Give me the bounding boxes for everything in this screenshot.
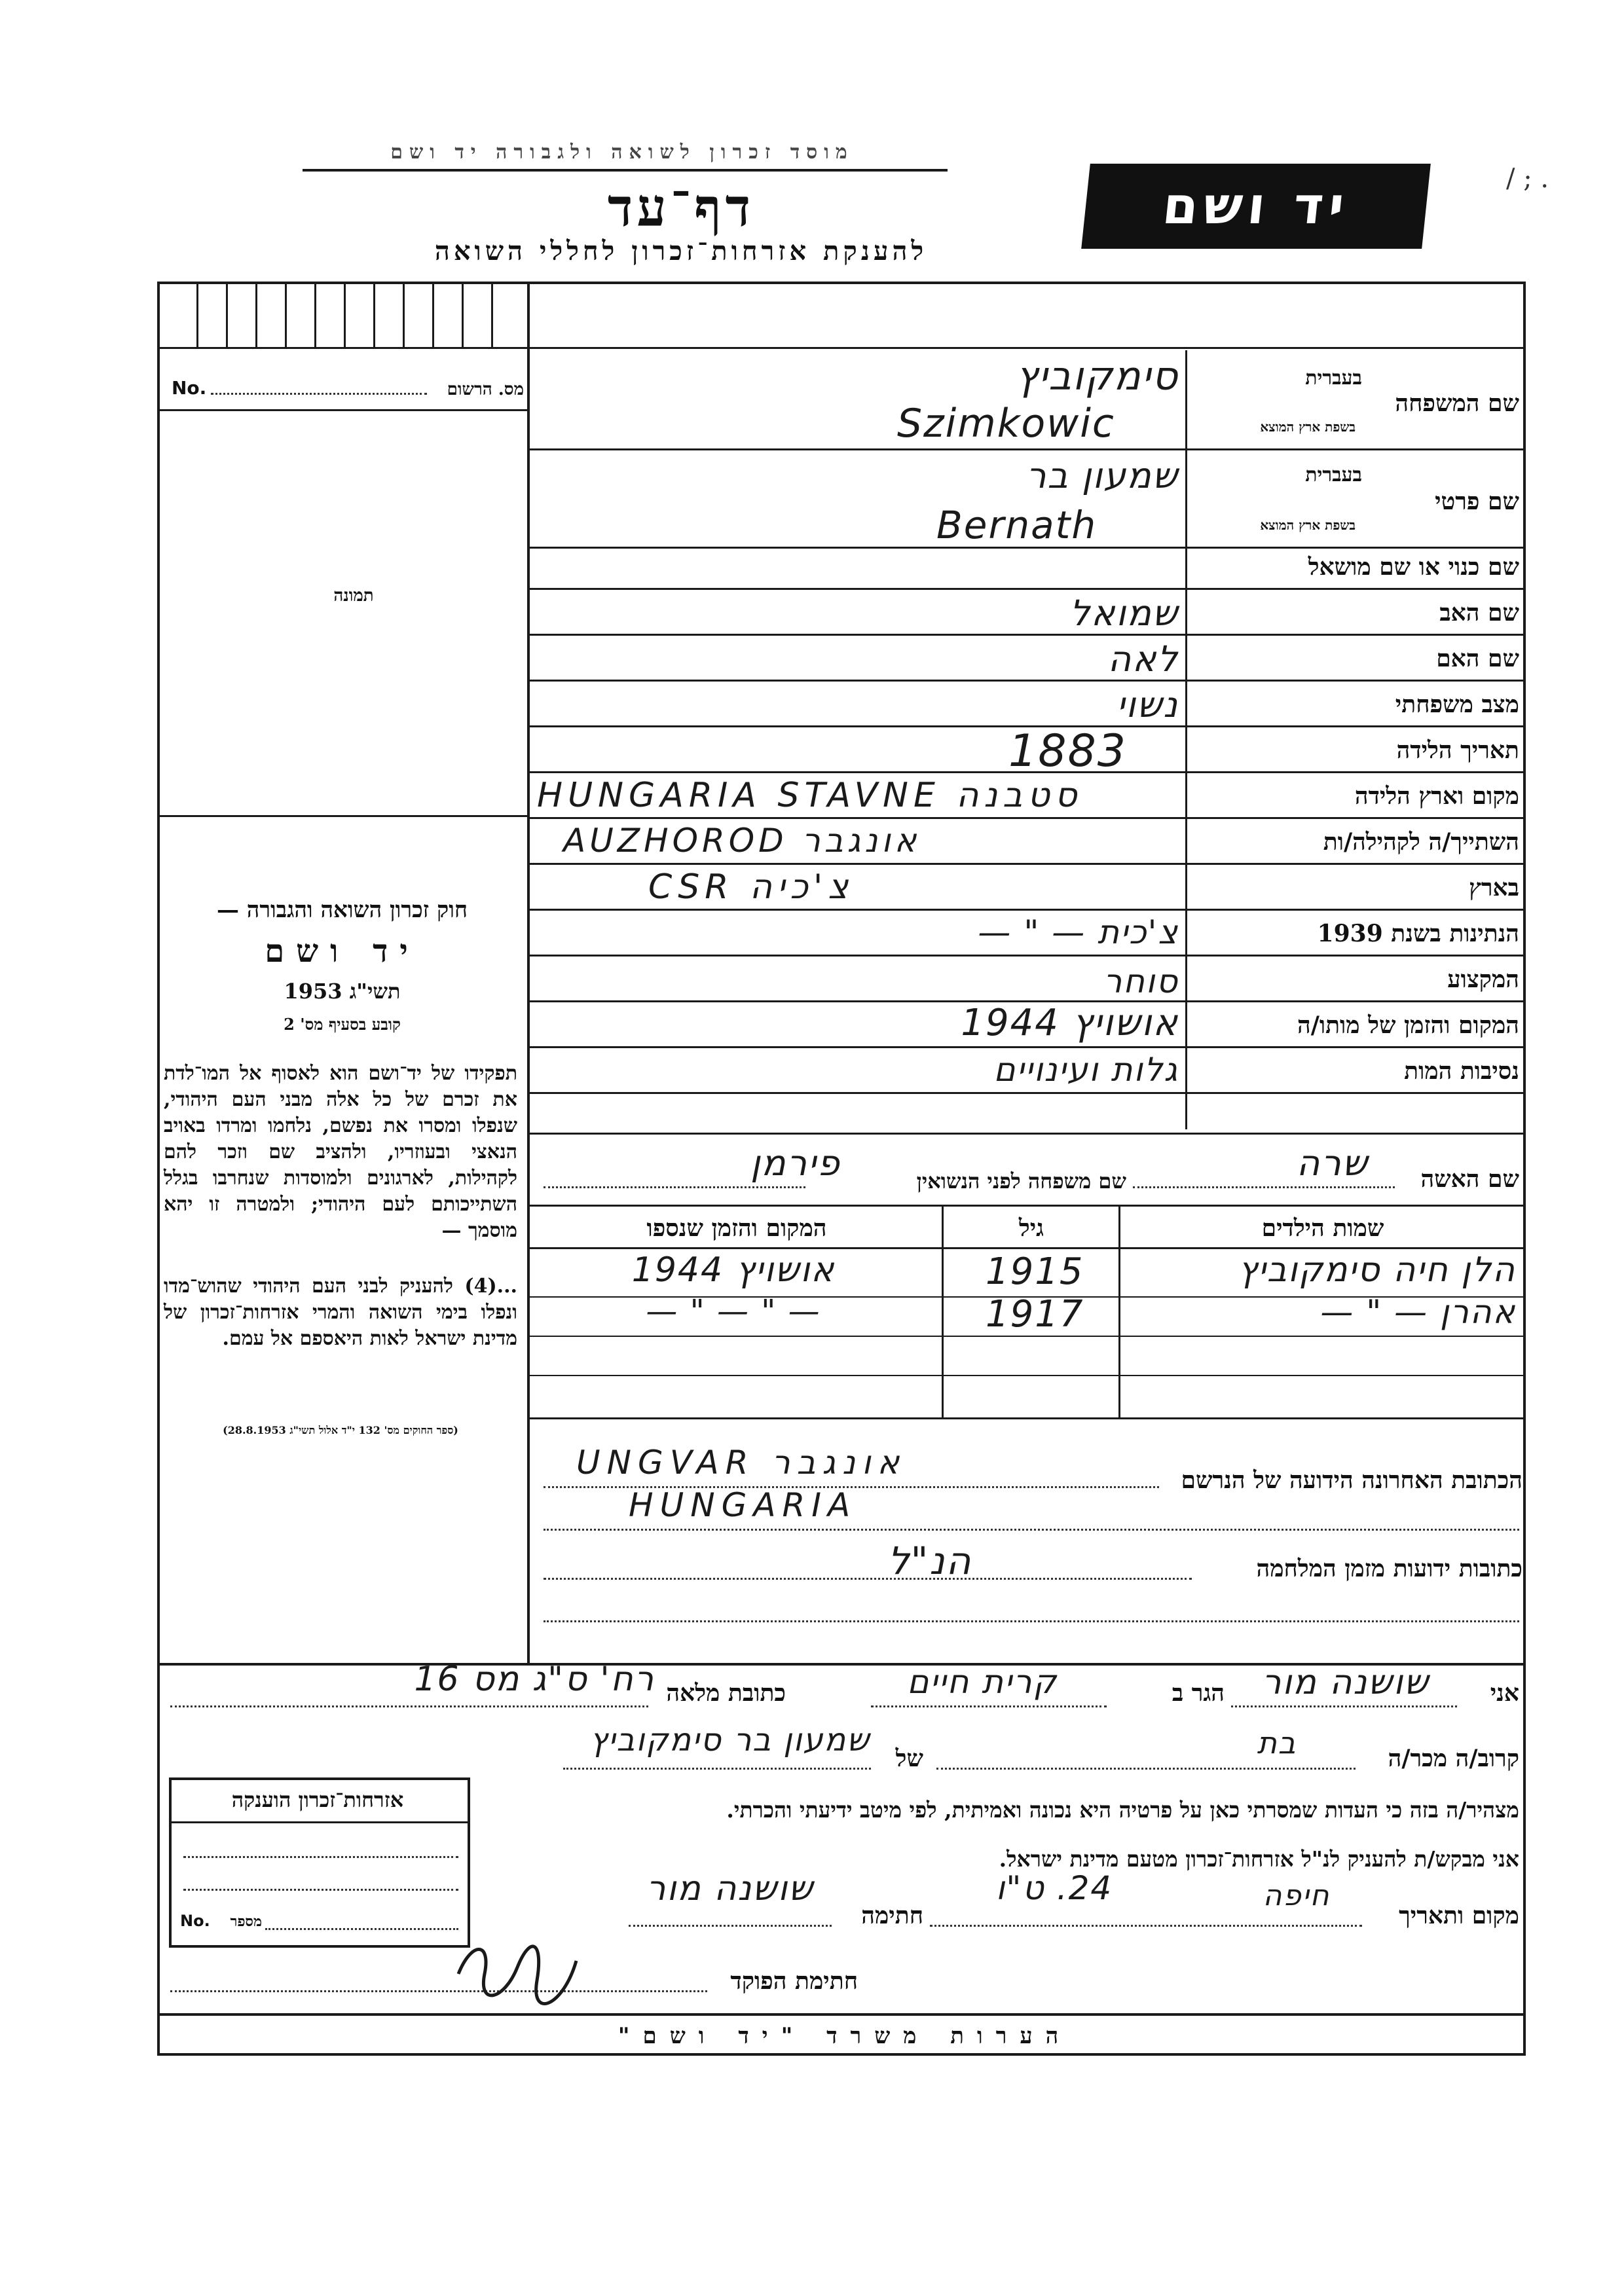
declaration-text: מצהיר/ה בזה כי העדות שמסרתי כאן על פרטיה היא נכונה ואמיתית, לפי מיטב ידיעתי והכרתי.	[726, 1797, 1519, 1823]
date-value[interactable]: 24. ט"ו	[995, 1869, 1113, 1907]
corner-mark: / ; .	[1506, 164, 1549, 194]
death-value[interactable]: אושויץ 1944	[961, 1002, 1179, 1044]
country-label: בארץ	[1469, 874, 1519, 902]
child-1-name[interactable]: הלן חיה סימקוביץ	[1238, 1250, 1516, 1290]
of-label: של	[895, 1745, 923, 1772]
banner-underline	[303, 169, 948, 172]
wife-maiden-label: שם משפחה לפני הנשואין	[916, 1169, 1126, 1194]
child-1-age[interactable]: 1915	[986, 1250, 1084, 1293]
law-text-1: תפקידו של יד־ושם הוא לאסוף אל המו־לדת את זכרם של כל אלה מבני העם היהודי, שנפלו ומסרו את נפשם, נלחמו ומרדו באויב הנאצי ובעוזריו, ולהציב שם וזכר להם לקהילות, לארגונים ולמוסדות שנחרבו בגלל השתייכותם לעם היהודי; ולמטרה זו יהא מוסמך —	[164, 1062, 517, 1242]
father-label: שם האב	[1439, 599, 1519, 627]
grant-box-number-label: מספר	[230, 1913, 262, 1930]
surname-local-tag: בשפת ארץ המוצא	[1260, 419, 1356, 435]
top-strip-line	[157, 347, 1526, 349]
last-address-label: הכתובת האחרונה הידועה של הנרשם	[1181, 1467, 1522, 1494]
law-reference: (ספר החוקים מס' 132 י"ד אלול תשי"ג 28.8.1953)	[223, 1424, 458, 1436]
place-date-label: מקום ותאריך	[1399, 1902, 1519, 1929]
declarant-i-label: אני	[1490, 1679, 1519, 1707]
signature-label: חתימה	[861, 1902, 923, 1929]
surname-hebrew-tag: בעברית	[1305, 367, 1362, 390]
law-year: תשי"ג 1953	[284, 979, 401, 1004]
law-section: קובע בסעיף מס' 2	[284, 1015, 401, 1034]
birthdate-value[interactable]: 1883	[1008, 725, 1128, 777]
birthplace-label: מקום וארץ הלידה	[1354, 782, 1519, 810]
left-column-divider	[527, 282, 530, 1663]
resides-label: הגר ב	[1172, 1679, 1225, 1707]
grant-box-title: אזרחות־זכרון הוענקה	[231, 1787, 404, 1812]
registration-no-prefix: No.	[172, 377, 207, 399]
birthplace-value[interactable]: HUNGARIA STAVNE סטבנה	[537, 776, 1082, 815]
photo-box[interactable]	[160, 412, 524, 812]
children-names-header: שמות הילדים	[1261, 1214, 1384, 1242]
grant-box-no-label: No.	[180, 1912, 210, 1930]
profession-label: המקצוע	[1447, 966, 1519, 993]
given-name-label: שם פרטי	[1435, 488, 1519, 515]
last-address-line-1[interactable]: UNGVAR אונגבר	[576, 1444, 906, 1482]
surname-hebrew-value[interactable]: סימקוביץ	[1016, 354, 1179, 399]
profession-value[interactable]: סוחר	[1103, 962, 1179, 1000]
given-hebrew-tag: בעברית	[1305, 464, 1362, 486]
children-age-header: גיל	[1018, 1214, 1044, 1242]
given-local-value[interactable]: Bernath	[936, 503, 1098, 547]
child-1-place[interactable]: אושויץ 1944	[631, 1250, 836, 1290]
surname-local-value[interactable]: Szimkowic	[897, 401, 1115, 446]
circumstances-value[interactable]: גלות ועינויים	[993, 1051, 1179, 1089]
country-value[interactable]: CSR צ'כיה	[648, 867, 854, 907]
child-2-age[interactable]: 1917	[986, 1293, 1084, 1336]
logo-text: יד ושם	[1160, 177, 1352, 236]
signature-value[interactable]: שושנה מור	[646, 1869, 814, 1908]
given-hebrew-value[interactable]: שמעון בר	[1025, 455, 1179, 496]
grant-number-field[interactable]	[265, 1928, 458, 1930]
surname-label: שם המשפחה	[1395, 390, 1519, 417]
children-place-header: המקום והזמן שנספו	[646, 1214, 827, 1242]
wife-maiden-value[interactable]: פירמן	[750, 1142, 841, 1184]
nickname-label: שם כנוי או שם מושאל	[1308, 553, 1519, 581]
last-address-line-2[interactable]: HUNGARIA	[629, 1486, 857, 1524]
marital-label: מצב משפחתי	[1395, 691, 1519, 718]
mother-value[interactable]: לאה	[1107, 638, 1179, 680]
request-text: אני מבקש/ת להעניק לנ"ל אזרחות־זכרון מטעם מדינת ישראל.	[999, 1846, 1519, 1872]
registration-no-field[interactable]	[211, 393, 427, 395]
marital-value[interactable]: נשוי	[1116, 684, 1179, 725]
citizenship-label: הנתינות בשנת 1939	[1317, 920, 1519, 947]
full-address-value[interactable]: רח' ס"ג מס 16	[414, 1660, 655, 1699]
page-title: דף־עד	[607, 177, 755, 238]
wartime-address-label: כתובות ידועות מזמן המלחמה	[1256, 1555, 1522, 1582]
registration-no-label: מס. הרשום	[447, 380, 524, 399]
official-signature-scribble	[445, 1935, 589, 2013]
wartime-address-value[interactable]: הנ"ל	[887, 1539, 972, 1583]
banner-top: מוסד זכרון לשואה ולגבורה יד ושם	[390, 141, 854, 164]
community-value[interactable]: AUZHOROD אונגבר	[563, 822, 921, 860]
wife-label: שם האשה	[1420, 1165, 1519, 1193]
death-label: המקום והזמן של מותו/ה	[1297, 1011, 1519, 1039]
nickname-field[interactable]	[532, 550, 1183, 586]
law-title: חוק זכרון השואה והגבורה —	[216, 897, 468, 923]
community-label: השתייך/ה לקהילה/ות	[1323, 828, 1519, 856]
yad-vashem-logo	[1081, 164, 1431, 249]
law-name: יד ושם	[265, 933, 420, 970]
declarant-name[interactable]: שושנה מור	[1261, 1663, 1430, 1702]
birthdate-label: תאריך הלידה	[1396, 737, 1519, 764]
relative-label: קרוב/ה מכר/ה	[1388, 1745, 1519, 1772]
of-value[interactable]: שמעון בר סימקוביץ	[589, 1722, 871, 1758]
mother-label: שם האם	[1436, 645, 1519, 672]
wife-value[interactable]: שרה	[1296, 1142, 1369, 1184]
relation-value[interactable]: בת	[1257, 1725, 1297, 1760]
official-signature-field[interactable]	[170, 1990, 707, 1992]
law-text-2: ...(4) להעניק לבני העם היהודי שהוש־מדו ונפלו בימי השואה והמרי אזרחות־זכרון של מדינת ישראל לאות היאספם אל עמם.	[164, 1275, 517, 1350]
child-2-name[interactable]: אהרן — " —	[1320, 1293, 1516, 1331]
circumstances-label: נסיבות המות	[1404, 1057, 1519, 1085]
office-remarks: הערות משרד "יד ושם"	[618, 2023, 1072, 2049]
given-local-tag: בשפת ארץ המוצא	[1260, 517, 1356, 533]
official-signature-label: חתימת הפוקד	[730, 1967, 858, 1995]
label-column-divider	[1185, 350, 1187, 1129]
father-value[interactable]: שמואל	[1069, 592, 1179, 634]
page-subtitle: להענקת אזרחות־זכרון לחללי השואה	[434, 236, 928, 266]
child-2-place[interactable]: — " — " —	[646, 1293, 821, 1330]
place-value[interactable]: חיפה	[1263, 1879, 1331, 1912]
resides-value[interactable]: קרית חיים	[907, 1663, 1058, 1701]
photo-label: תמונה	[333, 586, 374, 606]
full-address-label: כתובת מלאה	[666, 1679, 786, 1707]
citizenship-value[interactable]: צ'כית — " —	[978, 913, 1179, 951]
